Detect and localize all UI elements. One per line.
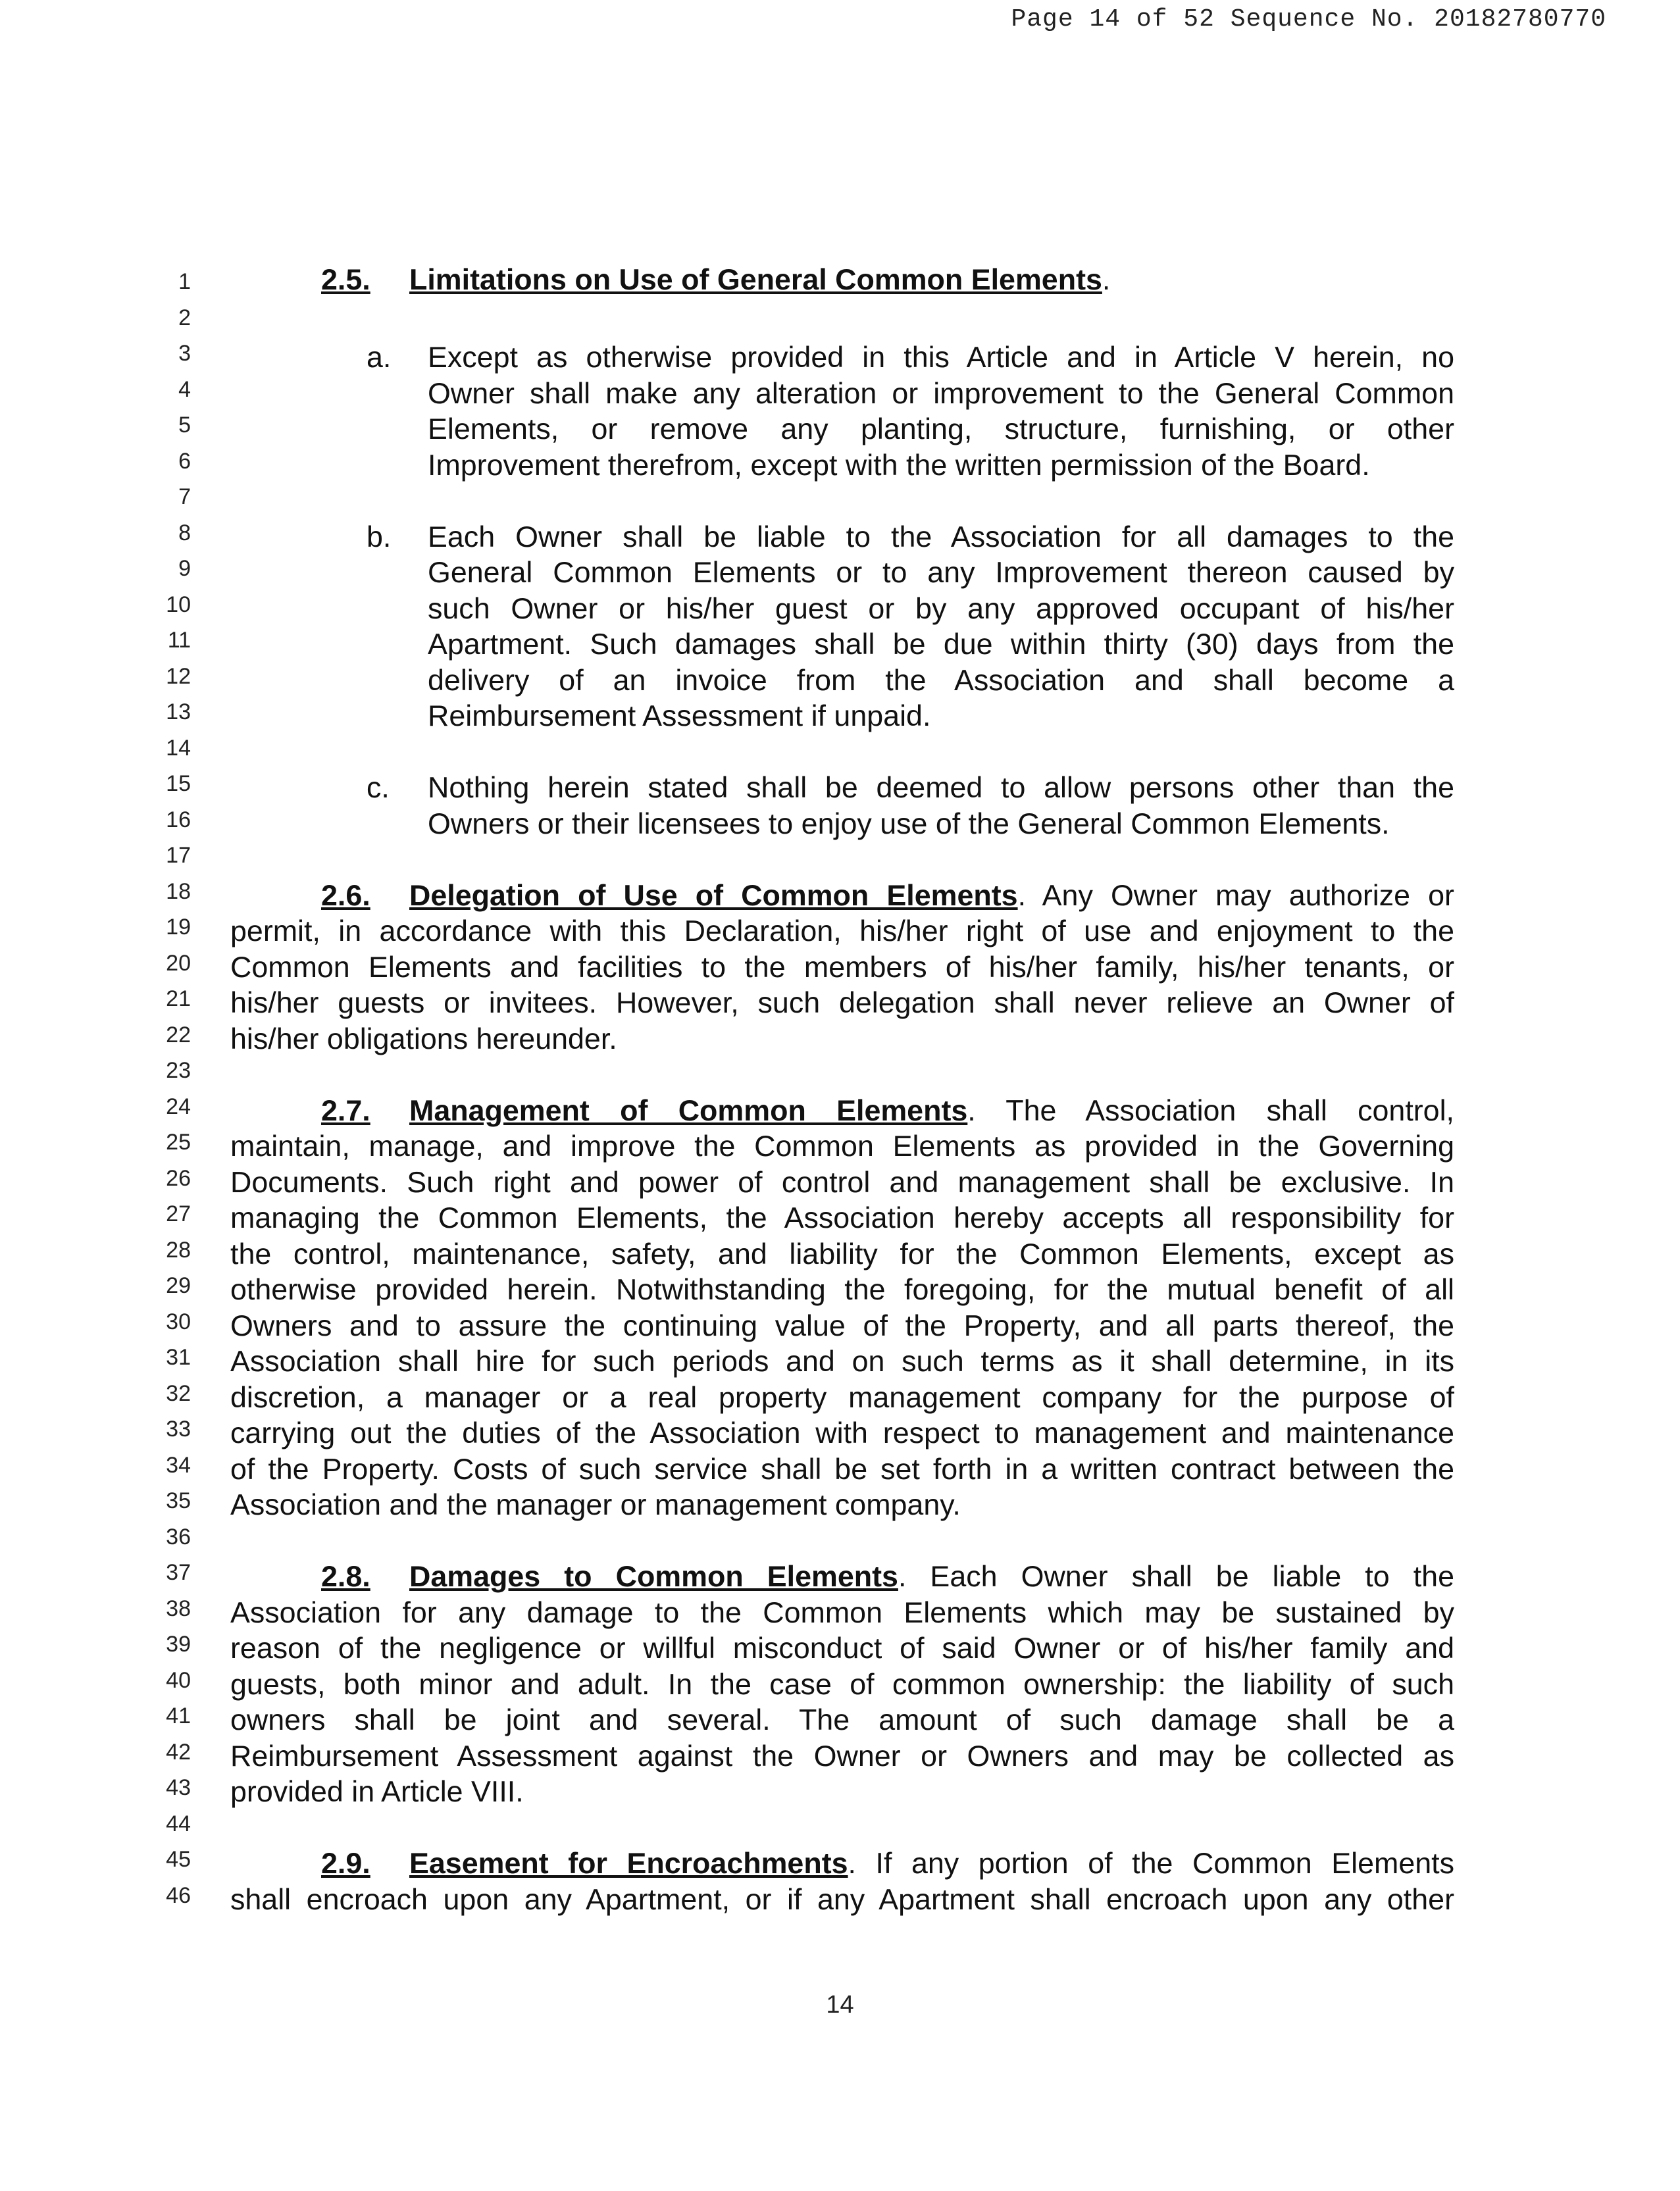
line-number: 6 [178, 448, 191, 474]
section-2-7-line: otherwise provided herein. Notwithstanding the foregoing, for the mutual benefit of all [230, 1273, 1454, 1306]
item-b-line: Reimbursement Assessment if unpaid. [428, 699, 931, 732]
item-b-line: Apartment. Such damages shall be due within thirty (30) days from the [428, 628, 1454, 661]
line-number: 11 [167, 628, 191, 653]
line-number: 20 [166, 950, 191, 976]
page-header: Page 14 of 52 Sequence No. 20182780770 [1011, 5, 1606, 34]
line-number: 35 [166, 1488, 191, 1513]
section-number: 2.8. [321, 1560, 370, 1593]
line-number: 27 [166, 1201, 191, 1226]
line-number: 22 [166, 1022, 191, 1047]
line-number: 23 [166, 1058, 191, 1083]
section-2-7-line: managing the Common Elements, the Association hereby accepts all responsibility for [230, 1201, 1454, 1234]
line-number: 29 [166, 1273, 191, 1298]
section-2-7-line: Documents. Such right and power of control and management shall be exclusive. In [230, 1166, 1454, 1199]
section-2-8-line: reason of the negligence or willful misconduct of said Owner or of his/her family and [230, 1632, 1454, 1665]
line-number: 7 [178, 484, 191, 509]
section-2-7-line: Association and the manager or management company. [230, 1488, 961, 1521]
section-title: Delegation of Use of Common Elements [409, 879, 1018, 912]
section-text: . Each Owner shall be liable to the [898, 1560, 1454, 1593]
section-2-5-heading [321, 262, 1110, 298]
line-number: 8 [178, 520, 191, 545]
line-number: 38 [166, 1596, 191, 1621]
line-number: 37 [166, 1560, 191, 1585]
line-number: 30 [166, 1309, 191, 1334]
section-2-8-first-line [321, 1559, 1454, 1595]
section-2-6-line: Common Elements and facilities to the members of his/her family, his/her tenants, or [230, 951, 1454, 984]
line-number: 1 [178, 269, 191, 294]
section-2-8-line: provided in Article VIII. [230, 1775, 524, 1808]
line-number: 13 [166, 699, 191, 724]
section-2-8-line: Association for any damage to the Common Elements which may be sustained by [230, 1596, 1454, 1629]
line-number: 19 [166, 915, 191, 940]
line-number: 5 [178, 413, 191, 438]
section-title: Damages to Common Elements [409, 1560, 898, 1593]
line-number: 31 [166, 1345, 191, 1370]
section-2-7-line: maintain, manage, and improve the Common Elements as provided in the Governing [230, 1130, 1454, 1163]
section-number: 2.7. [321, 1094, 370, 1127]
line-number: 34 [166, 1452, 191, 1478]
item-a-line: Owner shall make any alteration or improvement to the General Common [428, 377, 1454, 410]
line-number: 12 [166, 663, 191, 689]
item-a-line: Except as otherwise provided in this Article and in Article V herein, no [428, 341, 1454, 374]
section-title: Easement for Encroachments [409, 1847, 848, 1880]
line-number: 45 [166, 1847, 191, 1872]
section-2-9-line: shall encroach upon any Apartment, or if any Apartment shall encroach upon any other [230, 1883, 1454, 1916]
line-number: 39 [166, 1632, 191, 1657]
section-text: . The Association shall control, [967, 1094, 1454, 1127]
line-number: 17 [166, 843, 191, 868]
item-b-line: such Owner or his/her guest or by any approved occupant of his/her [428, 592, 1454, 625]
line-number: 42 [166, 1739, 191, 1765]
line-number: 10 [166, 592, 191, 617]
section-2-6-line: permit, in accordance with this Declaration, his/her right of use and enjoyment to the [230, 915, 1454, 947]
section-2-6-line: his/her guests or invitees. However, such delegation shall never relieve an Owner of [230, 986, 1454, 1019]
section-text: . Any Owner may authorize or [1017, 879, 1454, 912]
item-b-line: General Common Elements or to any Improvement thereon caused by [428, 556, 1454, 589]
line-number: 9 [178, 556, 191, 581]
section-2-7-line: of the Property. Costs of such service shall be set forth in a written contract between the [230, 1453, 1454, 1486]
section-text: . If any portion of the Common Elements [848, 1847, 1454, 1880]
section-2-7-line: Owners and to assure the continuing value of the Property, and all parts thereof, the [230, 1309, 1454, 1342]
item-c-line: Nothing herein stated shall be deemed to allow persons other than the [428, 771, 1454, 804]
line-number: 44 [166, 1811, 191, 1836]
item-c-label: c. [367, 771, 390, 804]
line-number: 33 [166, 1417, 191, 1442]
section-2-7-line: Association shall hire for such periods and on such terms as it shall determine, in its [230, 1345, 1454, 1378]
item-a-line: Elements, or remove any planting, structure, furnishing, or other [428, 413, 1454, 445]
item-b-line: delivery of an invoice from the Association and shall become a [428, 664, 1454, 697]
section-2-8-line: owners shall be joint and several. The amount of such damage shall be a [230, 1703, 1454, 1736]
section-title: Limitations on Use of General Common Elements [409, 263, 1102, 296]
section-2-7-line: the control, maintenance, safety, and liability for the Common Elements, except as [230, 1238, 1454, 1271]
line-number: 25 [166, 1130, 191, 1155]
line-number: 41 [166, 1703, 191, 1728]
section-2-8-line: Reimbursement Assessment against the Owner or Owners and may be collected as [230, 1740, 1454, 1773]
line-number: 3 [178, 341, 191, 366]
line-number: 24 [166, 1094, 191, 1119]
line-number: 43 [166, 1775, 191, 1800]
item-b-label: b. [367, 520, 392, 553]
line-number: 36 [166, 1524, 191, 1549]
section-2-6-first-line [321, 878, 1454, 914]
section-2-6-line: his/her obligations hereunder. [230, 1022, 617, 1055]
section-2-9-first-line [321, 1846, 1454, 1882]
line-number: 26 [166, 1165, 191, 1191]
line-number: 28 [166, 1237, 191, 1263]
item-b-line: Each Owner shall be liable to the Association for all damages to the [428, 520, 1454, 553]
item-a-label: a. [367, 341, 392, 374]
line-number: 18 [166, 878, 191, 904]
section-2-7-line: discretion, a manager or a real property management company for the purpose of [230, 1381, 1454, 1414]
section-number: 2.5. [321, 263, 370, 296]
section-2-7-line: carrying out the duties of the Association with respect to management and maintenance [230, 1417, 1454, 1449]
page-number: 14 [826, 1991, 854, 2019]
section-number: 2.6. [321, 879, 370, 912]
line-number: 14 [166, 735, 191, 761]
line-number: 32 [166, 1380, 191, 1406]
line-number: 40 [166, 1667, 191, 1693]
item-c-line: Owners or their licensees to enjoy use of the General Common Elements. [428, 807, 1390, 840]
item-a-line: Improvement therefrom, except with the written permission of the Board. [428, 449, 1370, 482]
section-title-period: . [1102, 263, 1111, 296]
section-title: Management of Common Elements [409, 1094, 968, 1127]
line-number: 21 [166, 986, 191, 1011]
line-number: 15 [166, 771, 191, 796]
line-number: 4 [178, 376, 191, 402]
section-2-8-line: guests, both minor and adult. In the case of common ownership: the liability of such [230, 1668, 1454, 1701]
line-number: 46 [166, 1882, 191, 1908]
section-2-7-first-line [321, 1093, 1454, 1129]
line-number: 2 [178, 305, 191, 330]
line-number: 16 [166, 807, 191, 832]
section-number: 2.9. [321, 1847, 370, 1880]
